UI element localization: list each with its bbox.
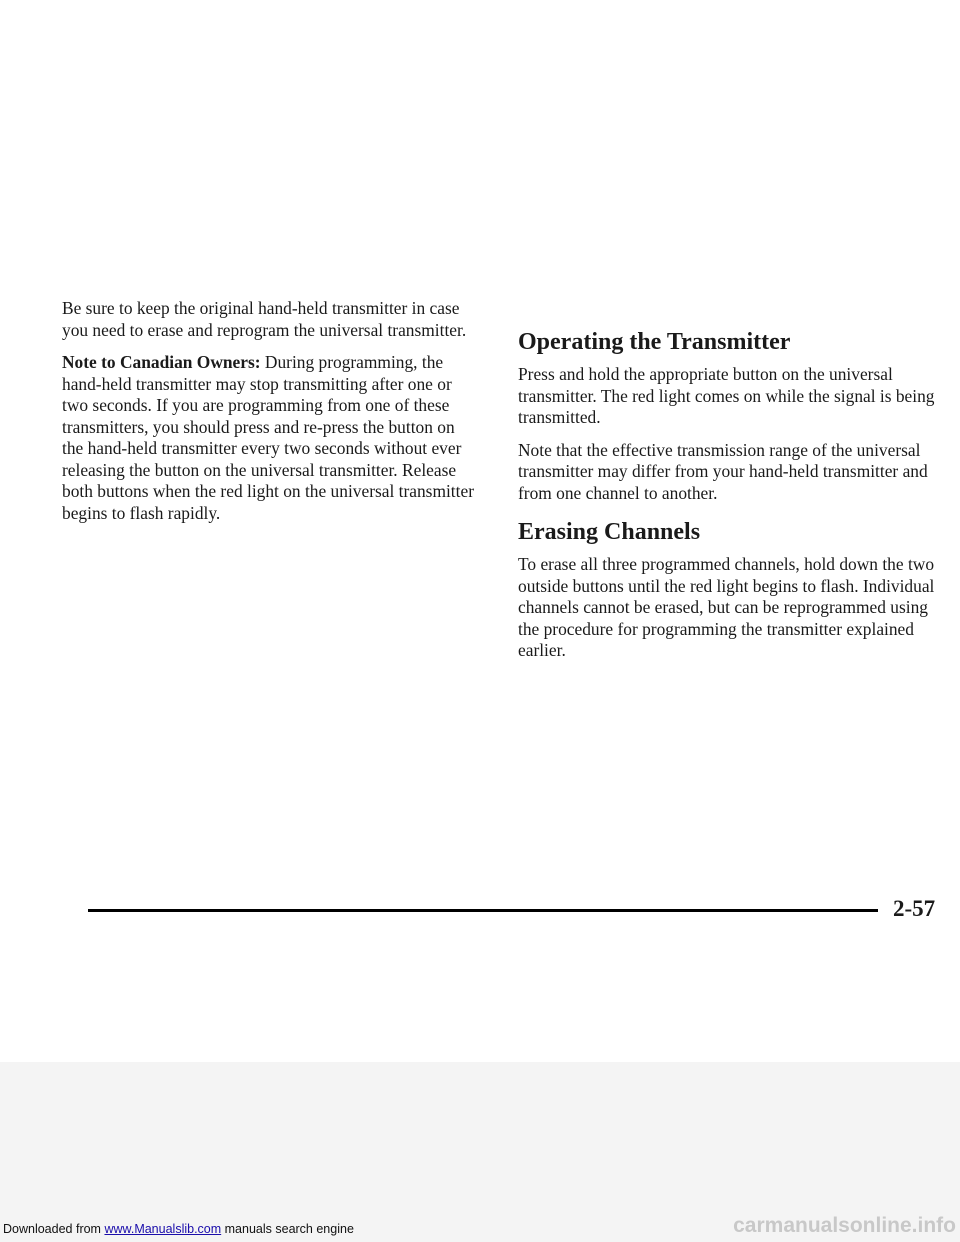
download-prefix: Downloaded from [3, 1222, 105, 1236]
keep-original-paragraph: Be sure to keep the original hand-held transmitter in case you need to erase and reprogram the universal transmitter. [62, 298, 467, 340]
page-number: 2-57 [893, 896, 936, 921]
manualslib-link[interactable]: www.Manualslib.com [104, 1222, 222, 1236]
left-column [62, 298, 480, 535]
heading-erasing-channels: Erasing Channels [518, 519, 701, 545]
right-column [518, 328, 938, 673]
footer-rule [88, 909, 878, 912]
canadian-owners-note [62, 352, 480, 524]
download-credit [3, 1222, 354, 1236]
operating-paragraph-1: Press and hold the appropriate button on the universal transmitter. The red light comes on while the signal is being transmitted. [518, 364, 935, 427]
heading-operating-transmitter: Operating the Transmitter [518, 329, 791, 355]
download-suffix: manuals search engine [221, 1222, 354, 1236]
note-body: During programming, the hand-held transmitter may stop transmitting after one or two seconds. If you are programming from one of these transmitters, you should press and re-press the button on the hand-held transmitter every two seconds without ever releasing the button on the universal transmitter. Release both buttons when the red light on the universal transmitter begins to flash rapidly. [62, 352, 474, 523]
operating-paragraph-2: Note that the effective transmission range of the universal transmitter may differ from your hand-held transmitter and from one channel to another. [518, 439, 928, 503]
erasing-paragraph: To erase all three programmed channels, hold down the two outside buttons until the red light begins to flash. Individual channels cannot be erased, but can be reprogrammed using the procedure for programming the transmitter explained earlier. [518, 554, 935, 660]
watermark: carmanualsonline.info [733, 1214, 956, 1237]
note-lead: Note to Canadian Owners: [62, 352, 261, 372]
